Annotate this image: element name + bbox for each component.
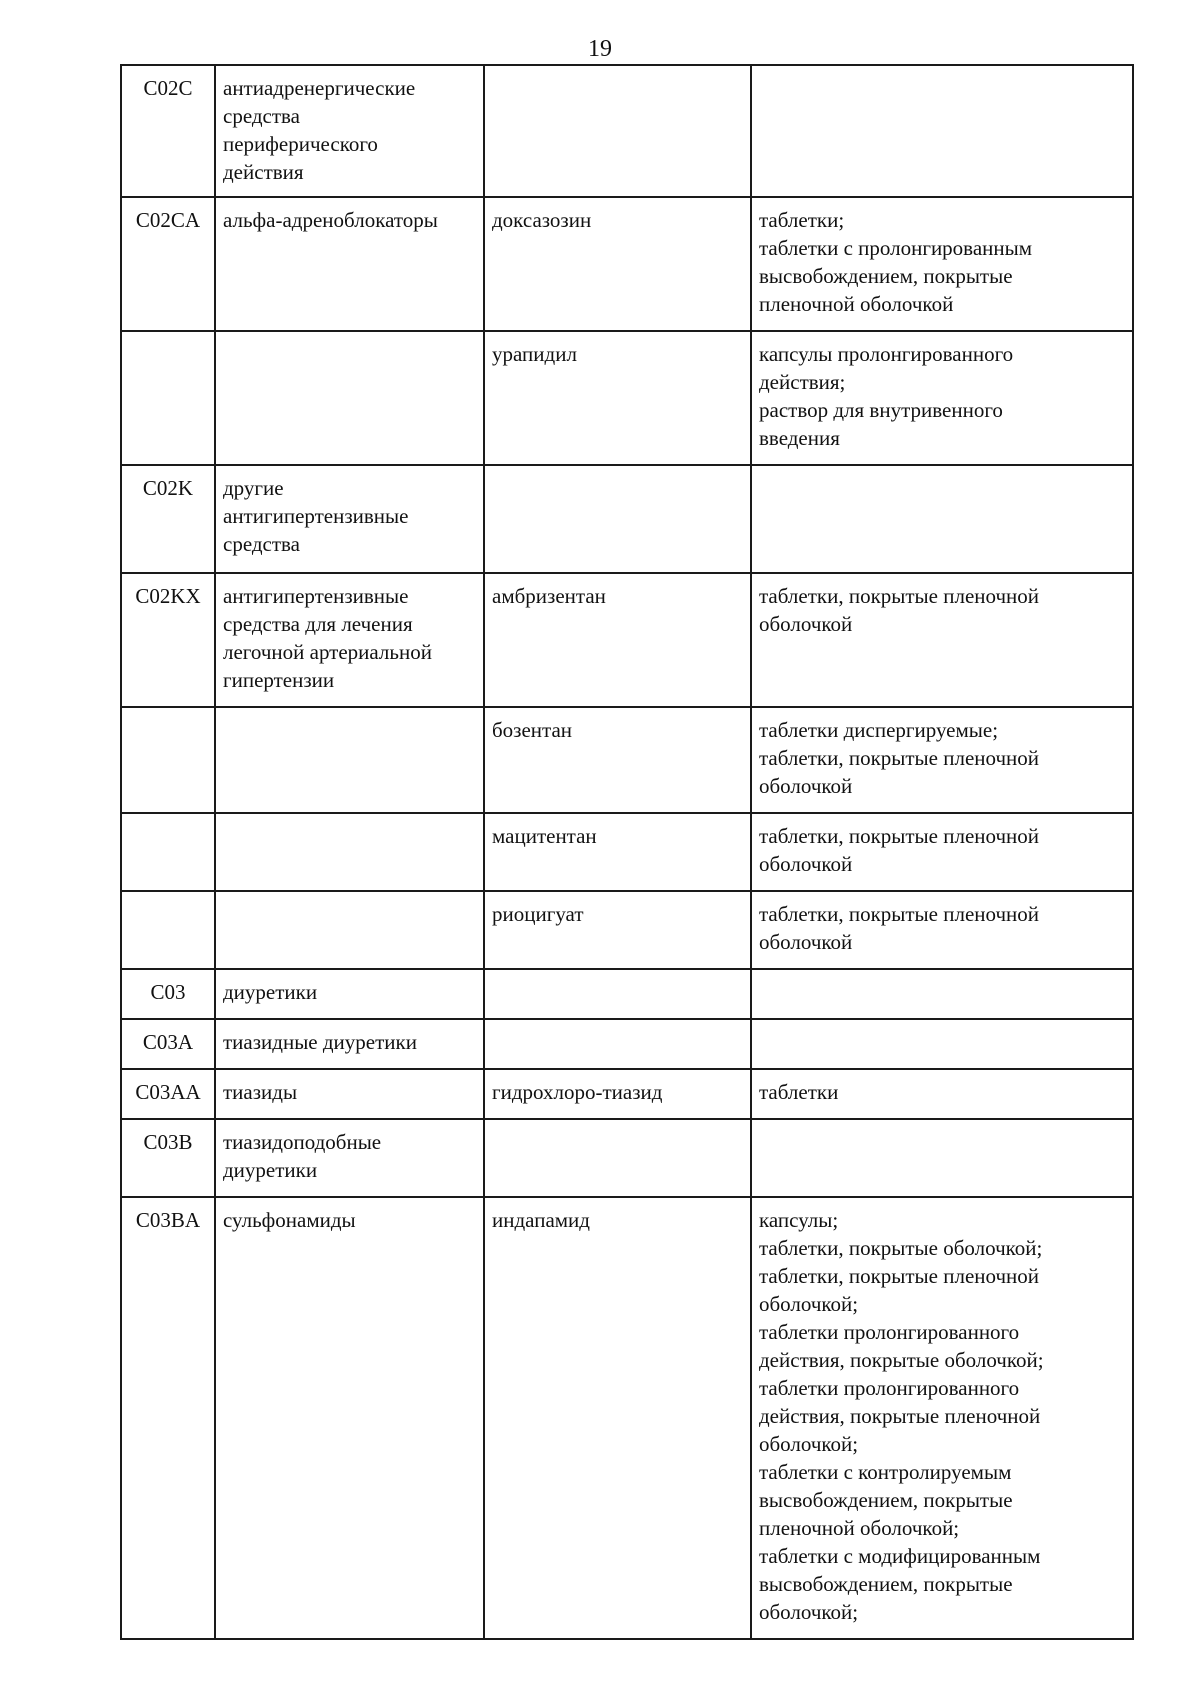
atc-code-cell: C03AA bbox=[121, 1069, 215, 1119]
drug-cell: мацитентан bbox=[484, 813, 751, 891]
drug-cell bbox=[484, 1019, 751, 1069]
dosage-form-cell: таблетки; таблетки с пролонгированным высвобождением, покрытые пленочной оболочкой bbox=[751, 197, 1133, 331]
group-cell: альфа-адреноблокаторы bbox=[215, 197, 484, 331]
dosage-form-cell bbox=[751, 969, 1133, 1019]
table-row bbox=[121, 1019, 1133, 1069]
dosage-form-cell: капсулы; таблетки, покрытые оболочкой; таблетки, покрытые пленочной оболочкой; таблетки пролонгированного действия, покрытые оболочкой; таблетки пролонгированного действия, покрытые пленочной оболочкой; таблетки с контролируемым высвобождением, покрытые пленочной оболочкой; таблетки с модифицированным высвобождением, покрытые оболочкой; bbox=[751, 1197, 1133, 1639]
group-cell: другие антигипертензивные средства bbox=[215, 465, 484, 573]
atc-code-cell: C03B bbox=[121, 1119, 215, 1197]
drug-cell: риоцигуат bbox=[484, 891, 751, 969]
table-row bbox=[121, 1069, 1133, 1119]
atc-code-cell: C03 bbox=[121, 969, 215, 1019]
dosage-form-cell bbox=[751, 1019, 1133, 1069]
dosage-form-cell bbox=[751, 465, 1133, 573]
table-row bbox=[121, 331, 1133, 465]
atc-code-cell: C02CA bbox=[121, 197, 215, 331]
group-cell: тиазиды bbox=[215, 1069, 484, 1119]
group-cell: сульфонамиды bbox=[215, 1197, 484, 1639]
drug-table bbox=[120, 64, 1134, 1640]
drug-cell: гидрохлоро-тиазид bbox=[484, 1069, 751, 1119]
atc-code-cell: C02KX bbox=[121, 573, 215, 707]
dosage-form-cell: таблетки диспергируемые; таблетки, покрытые пленочной оболочкой bbox=[751, 707, 1133, 813]
atc-code-cell: C03BA bbox=[121, 1197, 215, 1639]
dosage-form-cell: таблетки, покрытые пленочной оболочкой bbox=[751, 813, 1133, 891]
group-cell bbox=[215, 331, 484, 465]
table-row bbox=[121, 1197, 1133, 1639]
atc-code-cell bbox=[121, 331, 215, 465]
group-cell: антигипертензивные средства для лечения легочной артериальной гипертензии bbox=[215, 573, 484, 707]
drug-cell: индапамид bbox=[484, 1197, 751, 1639]
drug-cell bbox=[484, 969, 751, 1019]
drug-cell bbox=[484, 65, 751, 197]
atc-code-cell bbox=[121, 707, 215, 813]
table-row bbox=[121, 573, 1133, 707]
group-cell bbox=[215, 891, 484, 969]
page-number: 19 bbox=[588, 36, 612, 62]
drug-cell: доксазозин bbox=[484, 197, 751, 331]
dosage-form-cell: капсулы пролонгированного действия; раствор для внутривенного введения bbox=[751, 331, 1133, 465]
table-row bbox=[121, 891, 1133, 969]
group-cell: диуретики bbox=[215, 969, 484, 1019]
table-row bbox=[121, 1119, 1133, 1197]
group-cell: антиадренергические средства периферического действия bbox=[215, 65, 484, 197]
table-row bbox=[121, 707, 1133, 813]
drug-cell bbox=[484, 465, 751, 573]
atc-code-cell bbox=[121, 891, 215, 969]
table-row bbox=[121, 65, 1133, 197]
dosage-form-cell: таблетки, покрытые пленочной оболочкой bbox=[751, 891, 1133, 969]
dosage-form-cell: таблетки bbox=[751, 1069, 1133, 1119]
table-row bbox=[121, 197, 1133, 331]
drug-cell: урапидил bbox=[484, 331, 751, 465]
drug-cell: амбризентан bbox=[484, 573, 751, 707]
drug-cell: бозентан bbox=[484, 707, 751, 813]
dosage-form-cell bbox=[751, 65, 1133, 197]
table-row bbox=[121, 465, 1133, 573]
group-cell bbox=[215, 813, 484, 891]
dosage-form-cell bbox=[751, 1119, 1133, 1197]
dosage-form-cell: таблетки, покрытые пленочной оболочкой bbox=[751, 573, 1133, 707]
table-row bbox=[121, 969, 1133, 1019]
atc-code-cell: C02C bbox=[121, 65, 215, 197]
group-cell bbox=[215, 707, 484, 813]
atc-code-cell: C03A bbox=[121, 1019, 215, 1069]
atc-code-cell: C02K bbox=[121, 465, 215, 573]
atc-code-cell bbox=[121, 813, 215, 891]
table-row bbox=[121, 813, 1133, 891]
drug-cell bbox=[484, 1119, 751, 1197]
group-cell: тиазидоподобные диуретики bbox=[215, 1119, 484, 1197]
group-cell: тиазидные диуретики bbox=[215, 1019, 484, 1069]
